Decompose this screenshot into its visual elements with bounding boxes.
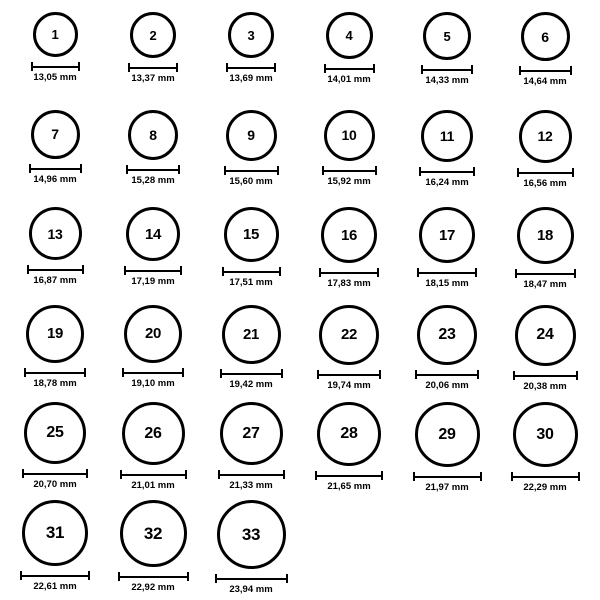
ring-measurement bbox=[20, 571, 90, 592]
ring-measurement bbox=[122, 368, 184, 389]
ring-circle bbox=[515, 305, 576, 366]
ring-size-cell bbox=[202, 8, 300, 106]
ring-size-cell bbox=[496, 203, 594, 301]
ring-measurement bbox=[419, 167, 475, 188]
ring-size-cell bbox=[104, 496, 202, 595]
ring-diameter-label: 22,61 mm bbox=[33, 580, 77, 592]
ring-circle bbox=[224, 207, 279, 262]
ring-circle bbox=[122, 402, 185, 465]
ring-diameter-label: 16,56 mm bbox=[523, 177, 567, 189]
ring-measurement bbox=[421, 65, 473, 86]
ring-measurement bbox=[220, 369, 283, 390]
ring-measurement bbox=[224, 166, 279, 187]
ring-size-number: 12 bbox=[537, 128, 553, 144]
ring-size-cell bbox=[202, 398, 300, 496]
caliper-icon bbox=[118, 572, 189, 581]
ring-size-number: 22 bbox=[340, 326, 358, 343]
ring-size-cell bbox=[496, 301, 594, 399]
ring-size-cell bbox=[104, 301, 202, 399]
ring-size-number: 16 bbox=[340, 226, 358, 244]
caliper-icon bbox=[317, 370, 381, 379]
ring-circle bbox=[120, 500, 187, 567]
ring-size-number: 11 bbox=[439, 127, 455, 144]
ring-diameter-label: 16,87 mm bbox=[33, 275, 77, 286]
ring-measurement bbox=[124, 266, 182, 287]
ring-circle bbox=[417, 305, 477, 365]
ring-circle bbox=[126, 207, 180, 261]
ring-diameter-label: 14,96 mm bbox=[33, 173, 77, 185]
ring-size-number: 31 bbox=[45, 523, 65, 542]
caliper-icon bbox=[413, 472, 482, 481]
ring-diameter-label: 15,60 mm bbox=[229, 175, 273, 187]
ring-size-number: 7 bbox=[51, 126, 59, 142]
ring-measurement bbox=[218, 470, 285, 491]
ring-circle bbox=[228, 12, 274, 58]
ring-circle bbox=[517, 207, 574, 264]
caliper-icon bbox=[126, 165, 180, 174]
ring-diameter-label: 15,28 mm bbox=[131, 174, 175, 186]
ring-size-number: 2 bbox=[149, 27, 157, 43]
ring-circle bbox=[128, 110, 178, 160]
ring-size-number: 8 bbox=[149, 126, 157, 143]
ring-size-number: 29 bbox=[438, 425, 456, 443]
ring-size-cell bbox=[202, 106, 300, 204]
ring-circle bbox=[26, 305, 84, 363]
ring-measurement bbox=[322, 166, 377, 187]
ring-size-cell bbox=[6, 301, 104, 399]
caliper-icon bbox=[515, 269, 576, 278]
ring-size-cell bbox=[104, 106, 202, 204]
ring-circle bbox=[130, 12, 176, 58]
ring-circle bbox=[220, 402, 283, 465]
ring-measurement bbox=[27, 265, 84, 286]
ring-measurement bbox=[31, 62, 80, 83]
caliper-icon bbox=[128, 63, 178, 72]
ring-diameter-label: 14,33 mm bbox=[425, 75, 469, 86]
ring-measurement bbox=[22, 469, 88, 490]
caliper-icon bbox=[29, 164, 82, 173]
ring-measurement bbox=[415, 370, 479, 391]
ring-diameter-label: 23,94 mm bbox=[229, 583, 273, 595]
caliper-icon bbox=[415, 370, 479, 379]
ring-circle bbox=[324, 110, 375, 161]
ring-size-cell bbox=[398, 301, 496, 399]
ring-circle bbox=[29, 207, 82, 260]
ring-measurement bbox=[413, 472, 482, 493]
ring-size-number: 1 bbox=[51, 27, 59, 42]
ring-circle bbox=[519, 110, 572, 163]
ring-size-number: 21 bbox=[242, 325, 260, 343]
ring-size-cell bbox=[6, 203, 104, 301]
ring-diameter-label: 19,42 mm bbox=[229, 378, 273, 390]
caliper-icon bbox=[319, 268, 379, 277]
caliper-icon bbox=[24, 368, 86, 377]
ring-size-number: 17 bbox=[438, 226, 456, 244]
ring-size-cell bbox=[398, 398, 496, 496]
ring-size-cell bbox=[202, 301, 300, 399]
ring-size-number: 10 bbox=[341, 127, 357, 143]
ring-measurement bbox=[515, 269, 576, 290]
caliper-icon bbox=[517, 168, 574, 177]
ring-diameter-label: 13,69 mm bbox=[229, 73, 273, 84]
ring-size-cell bbox=[398, 203, 496, 301]
ring-measurement bbox=[319, 268, 379, 289]
ring-measurement bbox=[215, 574, 288, 595]
ring-size-cell bbox=[104, 8, 202, 106]
ring-size-cell bbox=[6, 398, 104, 496]
caliper-icon bbox=[519, 66, 572, 75]
ring-measurement bbox=[118, 572, 189, 593]
ring-circle bbox=[326, 12, 373, 59]
ring-circle bbox=[319, 305, 379, 365]
caliper-icon bbox=[124, 266, 182, 275]
ring-diameter-label: 18,15 mm bbox=[425, 278, 469, 289]
ring-size-number: 3 bbox=[247, 27, 255, 43]
ring-diameter-label: 14,01 mm bbox=[327, 74, 371, 85]
ring-size-number: 14 bbox=[144, 225, 162, 243]
ring-circle bbox=[226, 110, 277, 161]
ring-size-number: 19 bbox=[46, 325, 64, 342]
ring-size-number: 5 bbox=[443, 28, 451, 44]
caliper-icon bbox=[31, 62, 80, 71]
ring-size-number: 13 bbox=[47, 225, 63, 242]
ring-diameter-label: 19,74 mm bbox=[327, 379, 371, 391]
ring-diameter-label: 16,24 mm bbox=[425, 176, 469, 188]
caliper-icon bbox=[322, 166, 377, 175]
ring-size-number: 33 bbox=[241, 524, 261, 544]
ring-diameter-label: 13,37 mm bbox=[131, 73, 175, 84]
ring-diameter-label: 17,19 mm bbox=[131, 276, 175, 287]
ring-measurement bbox=[513, 371, 578, 392]
ring-size-number: 32 bbox=[143, 523, 163, 543]
ring-circle bbox=[423, 12, 471, 60]
ring-size-cell bbox=[300, 8, 398, 106]
caliper-icon bbox=[22, 469, 88, 478]
ring-size-cell bbox=[496, 398, 594, 496]
caliper-icon bbox=[20, 571, 90, 580]
ring-measurement bbox=[222, 267, 281, 288]
ring-circle bbox=[415, 402, 480, 467]
ring-size-cell bbox=[6, 106, 104, 204]
caliper-icon bbox=[419, 167, 475, 176]
ring-size-cell bbox=[496, 8, 594, 106]
ring-diameter-label: 18,47 mm bbox=[523, 279, 567, 290]
ring-measurement bbox=[226, 63, 276, 84]
caliper-icon bbox=[315, 471, 383, 480]
ring-diameter-label: 18,78 mm bbox=[33, 377, 77, 389]
ring-circle bbox=[33, 12, 78, 57]
ring-size-cell bbox=[6, 8, 104, 106]
ring-diameter-label: 20,70 mm bbox=[33, 479, 77, 490]
ring-size-number: 18 bbox=[536, 227, 554, 244]
caliper-icon bbox=[27, 265, 84, 274]
ring-size-number: 28 bbox=[340, 425, 358, 442]
ring-size-cell bbox=[300, 106, 398, 204]
ring-circle bbox=[321, 207, 377, 263]
ring-measurement bbox=[120, 470, 187, 491]
ring-measurement bbox=[24, 368, 86, 389]
ring-diameter-label: 14,64 mm bbox=[523, 76, 567, 87]
ring-diameter-label: 22,29 mm bbox=[523, 482, 567, 493]
ring-diameter-label: 21,97 mm bbox=[425, 482, 469, 493]
ring-size-cell bbox=[6, 496, 104, 595]
caliper-icon bbox=[120, 470, 187, 479]
ring-circle bbox=[24, 402, 86, 464]
ring-measurement bbox=[126, 165, 180, 186]
ring-size-cell bbox=[104, 398, 202, 496]
ring-size-number: 20 bbox=[144, 325, 162, 342]
ring-measurement bbox=[128, 63, 178, 84]
ring-diameter-label: 21,33 mm bbox=[229, 480, 273, 491]
ring-size-cell bbox=[202, 496, 300, 595]
ring-diameter-label: 21,65 mm bbox=[327, 481, 371, 492]
ring-measurement bbox=[517, 168, 574, 189]
ring-measurement bbox=[324, 64, 375, 85]
ring-measurement bbox=[29, 164, 82, 185]
ring-size-cell bbox=[104, 203, 202, 301]
ring-size-number: 6 bbox=[541, 28, 549, 45]
ring-size-cell bbox=[496, 106, 594, 204]
ring-circle bbox=[217, 500, 286, 569]
ring-circle bbox=[222, 305, 281, 364]
ring-diameter-label: 22,92 mm bbox=[131, 581, 175, 593]
ring-circle bbox=[22, 500, 88, 566]
ring-size-cell bbox=[300, 203, 398, 301]
caliper-icon bbox=[513, 371, 578, 380]
ring-size-cell bbox=[300, 398, 398, 496]
ring-size-cell bbox=[202, 203, 300, 301]
ring-size-number: 25 bbox=[46, 424, 64, 441]
ring-diameter-label: 13,05 mm bbox=[33, 72, 77, 83]
caliper-icon bbox=[122, 368, 184, 377]
ring-measurement bbox=[317, 370, 381, 391]
ring-circle bbox=[421, 110, 473, 162]
caliper-icon bbox=[226, 63, 276, 72]
caliper-icon bbox=[421, 65, 473, 74]
ring-diameter-label: 19,10 mm bbox=[131, 377, 175, 389]
ring-measurement bbox=[511, 472, 580, 493]
ring-measurement bbox=[315, 471, 383, 492]
ring-diameter-label: 20,38 mm bbox=[523, 380, 567, 392]
caliper-icon bbox=[222, 267, 281, 276]
ring-size-number: 30 bbox=[536, 425, 554, 443]
ring-size-number: 4 bbox=[345, 28, 353, 43]
ring-circle bbox=[317, 402, 381, 466]
ring-size-cell bbox=[398, 8, 496, 106]
caliper-icon bbox=[215, 574, 288, 583]
ring-diameter-label: 20,06 mm bbox=[425, 379, 469, 391]
ring-size-number: 9 bbox=[247, 127, 255, 143]
caliper-icon bbox=[324, 64, 375, 73]
ring-size-number: 15 bbox=[242, 226, 260, 243]
ring-size-cell bbox=[398, 106, 496, 204]
caliper-icon bbox=[417, 268, 477, 277]
ring-diameter-label: 17,83 mm bbox=[327, 278, 371, 289]
ring-size-number: 24 bbox=[536, 326, 554, 343]
ring-size-cell bbox=[300, 301, 398, 399]
ring-diameter-label: 15,92 mm bbox=[327, 175, 371, 187]
ring-circle bbox=[521, 12, 570, 61]
ring-size-number: 23 bbox=[438, 325, 456, 343]
ring-measurement bbox=[417, 268, 477, 289]
ring-size-number: 27 bbox=[242, 424, 260, 442]
ring-circle bbox=[419, 207, 475, 263]
ring-circle bbox=[31, 110, 80, 159]
caliper-icon bbox=[511, 472, 580, 481]
ring-diameter-label: 21,01 mm bbox=[131, 480, 175, 491]
ring-diameter-label: 17,51 mm bbox=[229, 277, 273, 288]
ring-circle bbox=[124, 305, 182, 363]
caliper-icon bbox=[224, 166, 279, 175]
ring-size-number: 26 bbox=[144, 424, 162, 442]
caliper-icon bbox=[218, 470, 285, 479]
ring-circle bbox=[513, 402, 578, 467]
ring-measurement bbox=[519, 66, 572, 87]
caliper-icon bbox=[220, 369, 283, 378]
